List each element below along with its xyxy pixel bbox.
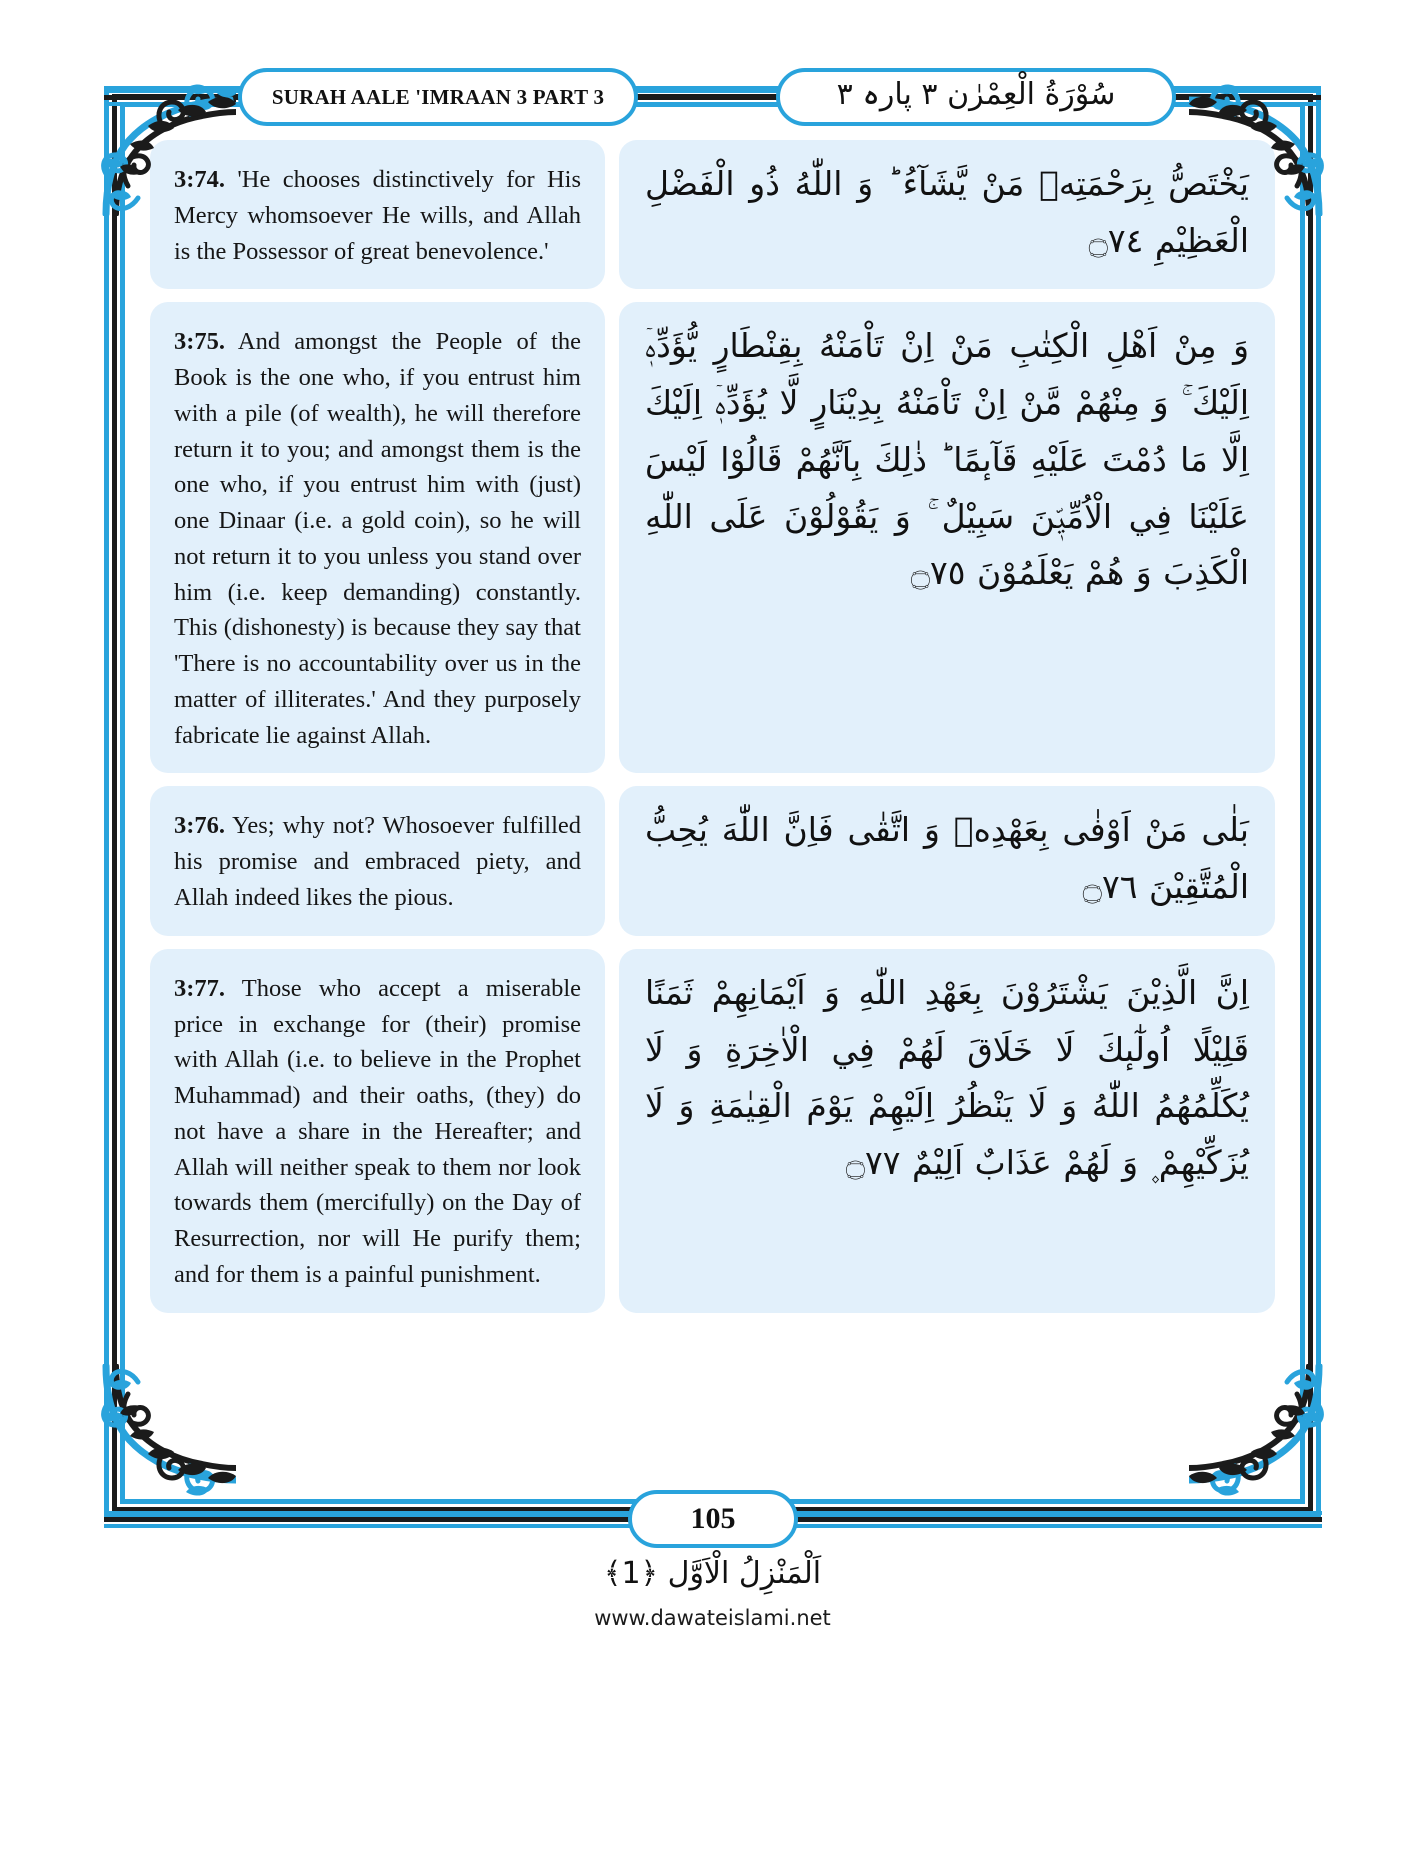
verse-arabic-text: بَلٰى مَنْ اَوْفٰى بِعَهْدِهٖ وَ اتَّقٰى فَاِنَّ اللّٰهَ يُحِبُّ الْمُتَّقِيْنَ ۝٧٦ xyxy=(645,810,1249,907)
verse-english-text xyxy=(174,808,581,915)
page-header xyxy=(104,68,1321,128)
verse-arabic-text: وَ مِنْ اَهْلِ الْكِتٰبِ مَنْ اِنْ تَاْمَنْهُ بِقِنْطَارٍ يُّؤَدِّهٖۤ اِلَيْكَ ۚ وَ مِنْهُمْ مَّنْ اِنْ تَاْمَنْهُ بِدِيْنَارٍ لَّا يُؤَدِّهٖۤ اِلَيْكَ اِلَّا مَا دُمْتَ عَلَيْهِ قَآىٕمًا ؕ ذٰلِكَ بِاَنَّهُمْ قَالُوْا لَيْسَ عَلَيْنَا فِي الْاُمِّيّٖنَ سَبِيْلٌ ۚ وَ يَقُوْلُوْنَ عَلَى اللّٰهِ الْكَذِبَ وَ هُمْ يَعْلَمُوْنَ ۝٧٥ xyxy=(645,326,1249,593)
manzil-label-arabic: اَلْمَنْزِلُ الْاَوَّل ﴿1﴾ xyxy=(603,1556,822,1591)
verse-english-body: And amongst the People of the Book is the one who, if you entrust him with a pile (of wealth), he will therefore return it to you; and amongst them is the one who, if you entrust him with (just) one Dinaar (i.e. a gold coin), so he will not return it to you unless you stand over him (i.e. keep demanding) constantly. This (dishonesty) is because they say that 'There is no accountability over us in the matter of illiterates.' And they purposely fabricate lie against Allah. xyxy=(174,328,581,749)
verse-english-body: Yes; why not? Whosoever fulfilled his promise and embraced piety, and Allah indeed likes the pious. xyxy=(174,812,582,912)
verse-list xyxy=(150,140,1275,1326)
verse-number: 3:76. xyxy=(174,812,226,840)
verse-english-text xyxy=(174,324,581,753)
verse-english-cell xyxy=(150,140,605,289)
verse-number: 3:74. xyxy=(174,166,226,193)
verse-row xyxy=(150,949,1275,1313)
verse-english-text xyxy=(174,162,581,269)
verse-row xyxy=(150,140,1275,289)
page-number-plaque xyxy=(628,1490,798,1548)
header-rule-right xyxy=(1166,89,1321,106)
surah-title-text-arabic: سُوْرَةُ الْعِمْرٰن ٣ پارہ ٣ xyxy=(836,77,1116,112)
website-url: www.dawateislami.net xyxy=(594,1606,831,1630)
verse-english-cell xyxy=(150,949,605,1313)
verse-english-body: 'He chooses distinctively for His Mercy whomsoever He wills, and Allah is the Possessor of great benevolence.' xyxy=(174,166,582,265)
header-rule-left xyxy=(104,89,248,106)
verse-arabic-cell xyxy=(619,949,1275,1313)
verse-number: 3:77. xyxy=(174,974,226,1002)
verse-number: 3:75. xyxy=(174,328,226,356)
surah-title-plaque xyxy=(238,68,638,126)
verse-english-cell xyxy=(150,302,605,773)
verse-arabic-cell xyxy=(619,302,1275,773)
page-number-text: 105 xyxy=(690,1502,736,1535)
verse-row xyxy=(150,786,1275,935)
footer-rule-right xyxy=(792,1511,1322,1528)
page-footer xyxy=(0,1490,1425,1690)
verse-english-body: Those who accept a miserable price in exchange for (their) promise with Allah (i.e. to believe in the Prophet Muhammad) and their oaths, (they) do not have a share in the Hereafter; and Allah will neither speak to them nor look towards them (mercifully) on the Day of Resurrection, nor will He purify them; and for them is a painful punishment. xyxy=(174,974,582,1288)
verse-arabic-cell xyxy=(619,140,1275,289)
surah-title-text: SURAH AALE 'IMRAAN 3 PART 3 xyxy=(271,84,605,109)
verse-english-text xyxy=(174,971,581,1293)
verse-row xyxy=(150,302,1275,773)
verse-arabic-text: اِنَّ الَّذِيْنَ يَشْتَرُوْنَ بِعَهْدِ اللّٰهِ وَ اَيْمَانِهِمْ ثَمَنًا قَلِيْلًا اُولٰٓىٕكَ لَا خَلَاقَ لَهُمْ فِي الْاٰخِرَةِ وَ لَا يُكَلِّمُهُمُ اللّٰهُ وَ لَا يَنْظُرُ اِلَيْهِمْ يَوْمَ الْقِيٰمَةِ وَ لَا يُزَكِّيْهِمْ ۪ وَ لَهُمْ عَذَابٌ اَلِيْمٌ ۝٧٧ xyxy=(645,972,1249,1183)
footer-rule-left xyxy=(104,1511,634,1528)
verse-arabic-text: يَخْتَصُّ بِرَحْمَتِهٖ مَنْ يَّشَآءُ ؕ وَ اللّٰهُ ذُو الْفَضْلِ الْعَظِيْمِ ۝٧٤ xyxy=(645,164,1249,260)
surah-title-plaque-arabic xyxy=(776,68,1176,126)
header-rule-middle xyxy=(628,89,786,106)
verse-arabic-cell xyxy=(619,786,1275,935)
verse-english-cell xyxy=(150,786,605,935)
